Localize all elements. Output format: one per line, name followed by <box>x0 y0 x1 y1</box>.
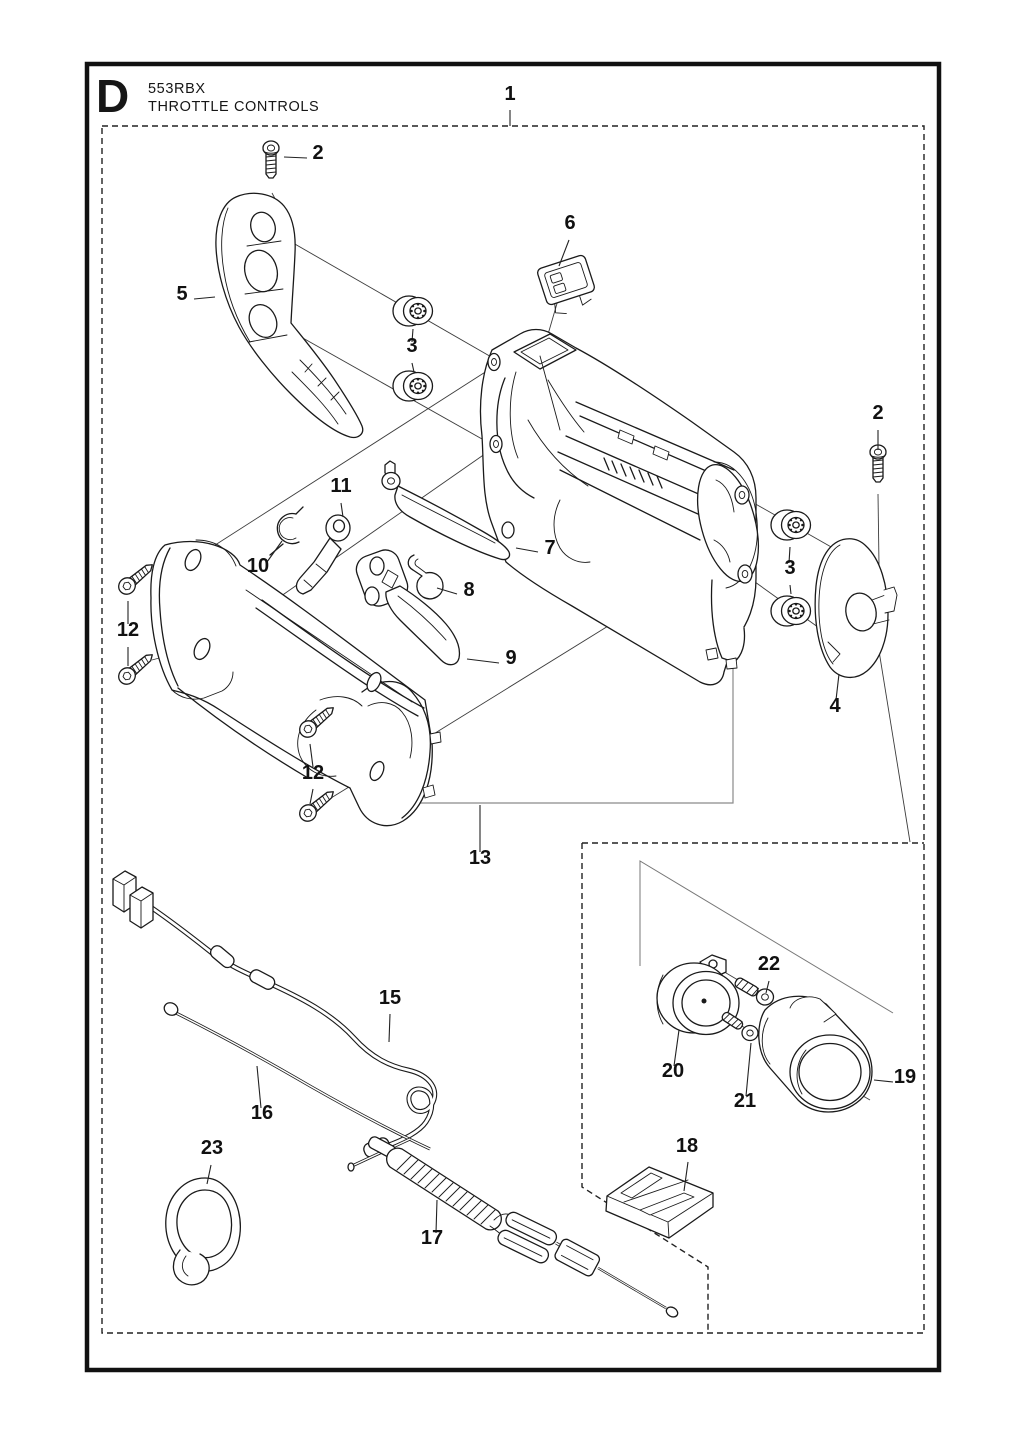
part-end-cap-4 <box>815 539 897 678</box>
callout-13-handle-housing-group: 13 <box>468 847 492 869</box>
callout-5-handle-grip: 5 <box>176 283 188 305</box>
callout-17-cable-spring: 17 <box>420 1227 444 1249</box>
model-number: 553RBX <box>148 81 206 97</box>
callout-9-throttle-trigger: 9 <box>505 647 517 669</box>
part-handle-grip-5 <box>216 193 363 437</box>
leader-line <box>874 1080 893 1082</box>
leader-line <box>437 588 457 594</box>
callout-23-clamp: 23 <box>200 1137 224 1159</box>
callout-21-set-screw: 21 <box>733 1090 757 1112</box>
part-lever-11 <box>296 515 350 594</box>
callout-16-throttle-wire: 16 <box>250 1102 274 1124</box>
leader-line <box>790 585 791 594</box>
part-clamp-23 <box>166 1178 241 1285</box>
part-wiring-harness-15 <box>113 871 435 1159</box>
part-throttle-trigger-9 <box>352 546 459 665</box>
callout-3-bearing-pair: 3 <box>406 335 418 357</box>
callout-15-wiring-harness: 15 <box>378 987 402 1009</box>
callout-8-spring-clip: 8 <box>463 579 475 601</box>
callout-12-pan-head-screws: 12 <box>301 762 325 784</box>
leader-line <box>746 1043 751 1096</box>
callout-20-clamp-ring: 20 <box>661 1060 685 1082</box>
part-torsion-spring-10 <box>270 507 303 555</box>
callout-12-pan-head-screws: 12 <box>116 619 140 641</box>
callout-7-throttle-rod: 7 <box>544 537 556 559</box>
callout-1-throttle-control-assembly: 1 <box>504 83 516 105</box>
callout-2-socket-screw: 2 <box>872 402 884 424</box>
callout-2-socket-screw: 2 <box>312 142 324 164</box>
part-handle-housing-right <box>480 330 769 685</box>
page-title: THROTTLE CONTROLS <box>148 99 320 115</box>
leader-line <box>310 789 313 804</box>
callout-18-cable-adjuster-block: 18 <box>675 1135 699 1157</box>
part-spring-clip-8 <box>408 555 443 599</box>
leader-line <box>267 541 282 562</box>
part-sleeve-19 <box>759 996 872 1112</box>
part-throttle-cable-assembly <box>348 1135 679 1319</box>
callout-19-mounting-sleeve: 19 <box>893 1066 917 1088</box>
callout-3-bearing-pair: 3 <box>784 557 796 579</box>
part-stop-switch-6 <box>536 254 599 318</box>
assembly-boundary-box <box>102 126 924 1333</box>
leader-line <box>284 157 307 158</box>
callout-4-end-cap: 4 <box>829 695 841 717</box>
callout-10-torsion-spring: 10 <box>246 555 270 577</box>
leader-line <box>194 297 215 299</box>
leader-line <box>467 659 499 663</box>
section-letter: D <box>96 70 130 122</box>
callout-6-stop-switch: 6 <box>564 212 576 234</box>
part-screw-22 <box>734 977 774 1005</box>
leader-line <box>389 1014 390 1042</box>
part-cable-adjuster-18 <box>606 1167 713 1238</box>
part-spring-17 <box>387 1148 502 1230</box>
detail-boundary-box <box>582 843 924 1333</box>
callout-22-set-screw: 22 <box>757 953 781 975</box>
callout-11-lever: 11 <box>330 475 352 497</box>
